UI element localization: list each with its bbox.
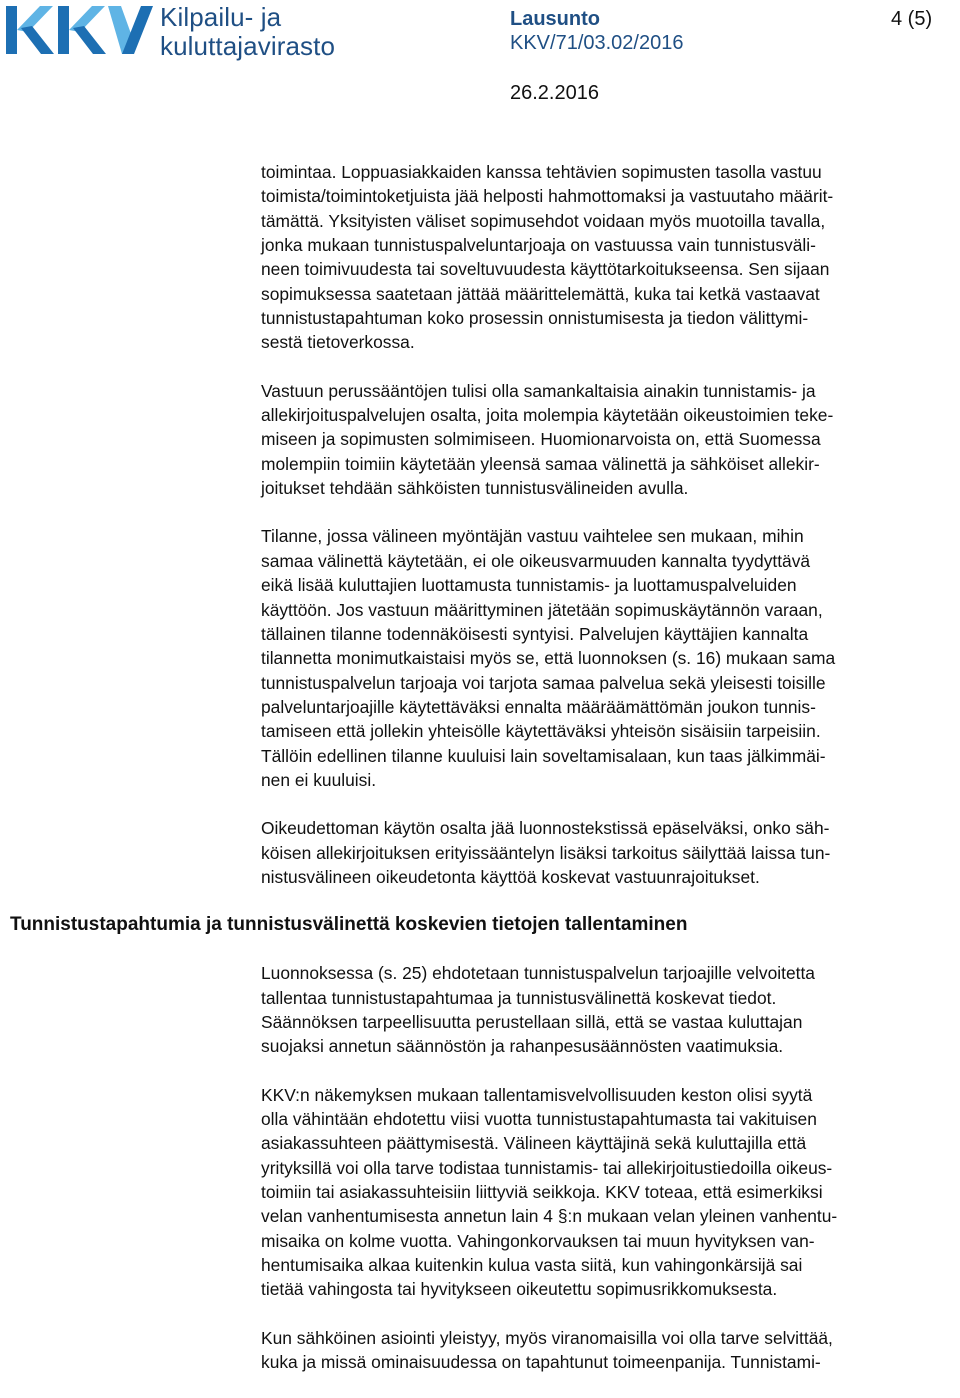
text-line: molempiin toimiin käytetään yleensä samaa välinettä ja sähköiset allekir- (261, 453, 820, 474)
text-line: Kun sähköinen asiointi yleistyy, myös viranomaisilla voi olla tarve selvittää, (261, 1327, 833, 1348)
paragraph-3 (0, 524, 958, 792)
text-line: asiakassuhteen päättymisestä. Välineen käyttäjinä sekä kuluttajilla että (261, 1133, 807, 1154)
text-line: olla vähintään ehdotettu viisi vuotta tunnistustapahtumasta tai vakituisen (261, 1109, 817, 1129)
text-line: tilannetta monimutkaistaisi myös se, että luonnoksen (s. 16) mukaan sama (261, 648, 836, 669)
text-line: KKV:n näkemyksen mukaan tallentamisvelvollisuuden keston olisi syytä (261, 1084, 813, 1105)
text-line: suojaksi annetun säännöstön ja rahanpesusäännösten vaatimuksia. (261, 1036, 784, 1057)
text-line: kuka ja missä ominaisuudessa on tapahtunut toimeenpanija. Tunnistami- (261, 1352, 821, 1373)
text-line: Säännöksen tarpeellisuutta perustellaan sillä, että se vastaa kuluttajan (261, 1011, 803, 1032)
section-heading: Tunnistustapahtumia ja tunnistusvälinettä koskevien tietojen tallentaminen (10, 914, 688, 936)
text-line: tietää vahingosta tai hyvitykseen oikeutettu sopimusrikkomuksesta. (261, 1279, 778, 1300)
text-line: neen toimivuudesta tai soveltuvuudesta käyttötarkoitukseensa. Sen sijaan (261, 259, 830, 280)
kkv-logo-mark (4, 2, 154, 58)
text-line: sopimuksessa saatetaan jättää määrittelemättä, kuka tai ketkä vastaavat (261, 283, 820, 304)
agency-name (160, 3, 335, 61)
text-line: tunnistuspalvelun tarjoaja voi tarjota samaa palvelua sekä yleisesti toisille (261, 672, 826, 693)
document-type: Lausunto (510, 8, 600, 30)
text-line: misaika on kolme vuotta. Vahingonkorvauksen tai muun hyvityksen van- (261, 1230, 815, 1251)
paragraph-4 (0, 816, 958, 889)
text-line: palveluntarjoajille käytettäväksi ennalta määräämättömän joukon tunnis- (261, 696, 816, 717)
text-line: allekirjoituspalvelujen osalta, joita molempia käytetään oikeustoimien teke- (261, 405, 834, 426)
paragraph-6 (0, 1083, 958, 1302)
text-line: käyttöön. Jos vastuun määrittyminen jätetään sopimuskäytännön varaan, (261, 599, 823, 620)
text-line: tunnistustapahtuman koko prosessin onnistumisesta ja tiedon välittymi- (261, 308, 809, 329)
document-date: 26.2.2016 (510, 82, 599, 104)
paragraph-1 (0, 160, 958, 355)
text-line: tämättä. Yksityisten väliset sopimusehdot voidaan myös muotoilla tavalla, (261, 210, 826, 231)
text-line: Tällöin edellinen tilanne kuuluisi lain soveltamisalaan, kun taas jälkimmäi- (261, 745, 826, 766)
page-number: 4 (5) (891, 8, 933, 30)
document-body (0, 160, 960, 1398)
text-line: nen ei kuuluisi. (261, 769, 377, 790)
text-line: yrityksillä voi olla tarve todistaa tunnistamis- tai allekirjoitustiedoilla oikeus- (261, 1157, 833, 1178)
text-line: sestä tietoverkossa. (261, 332, 415, 353)
paragraph-5 (0, 961, 958, 1058)
text-line: eikä lisää kuluttajien luottamusta tunnistamis- ja luottamuspalveluiden (261, 575, 797, 596)
text-line: tällainen tilanne todennäköisesti syntyisi. Palvelujen käyttäjien kannalta (261, 623, 809, 644)
text-line: Tilanne, jossa välineen myöntäjän vastuu vaihtelee sen mukaan, mihin (261, 526, 804, 547)
text-line: velan vanhentumisesta annetun lain 4 §:n mukaan velan yleinen vanhentu- (261, 1206, 838, 1227)
kkv-logo (4, 2, 154, 58)
text-line: toimista/toimintoketjuista jää helposti hahmottomaksi ja vastuutaho määrit- (261, 186, 834, 207)
text-line: Vastuun perussääntöjen tulisi olla samankaltaisia ainakin tunnistamis- ja (261, 380, 816, 401)
text-line: miseen ja sopimusten solmimiseen. Huomionarvoista on, että Suomessa (261, 429, 821, 450)
text-line: tallentaa tunnistustapahtumaa ja tunnistusvälinettä koskevat tiedot. (261, 987, 777, 1008)
text-line: toimiin tai asiakassuhteisiin liittyviä seikkoja. KKV toteaa, että esimerkiksi (261, 1182, 823, 1203)
text-line: samaa välinettä käytetään, ei ole oikeusvarmuuden kannalta tyydyttävä (261, 550, 811, 571)
text-line: hentumisaika alkaa kuitenkin kulua vasta siitä, kun vahingonkärsijä sai (261, 1255, 803, 1276)
document-header (0, 0, 960, 110)
text-line: toimintaa. Loppuasiakkaiden kanssa tehtävien sopimusten tasolla vastuu (261, 162, 822, 182)
paragraph-7 (0, 1326, 958, 1375)
text-line: joitukset tehdään sähköisten tunnistusvälineiden avulla. (261, 478, 689, 499)
agency-name-line1: Kilpailu- ja (160, 2, 282, 32)
text-line: Oikeudettoman käytön osalta jää luonnostekstissä epäselväksi, onko säh- (261, 818, 830, 839)
text-line: köisen allekirjoituksen erityissääntelyn lisäksi tarkoitus säilyttää laissa tun- (261, 842, 831, 863)
paragraph-2 (0, 379, 958, 501)
text-line: jonka mukaan tunnistuspalveluntarjoaja on vastuussa vain tunnistusväli- (261, 235, 816, 256)
reference-number: KKV/71/03.02/2016 (510, 32, 684, 54)
text-line: Luonnoksessa (s. 25) ehdotetaan tunnistuspalvelun tarjoajille velvoitetta (261, 963, 815, 984)
text-line: tamiseen että jollekin yhteisölle käytettäväksi yhteisön sisäisiin tarpeisiin. (261, 721, 821, 742)
agency-name-line2: kuluttajavirasto (160, 31, 336, 61)
text-line: nistusvälineen oikeudetonta käyttöä koskevat vastuunrajoitukset. (261, 866, 760, 887)
